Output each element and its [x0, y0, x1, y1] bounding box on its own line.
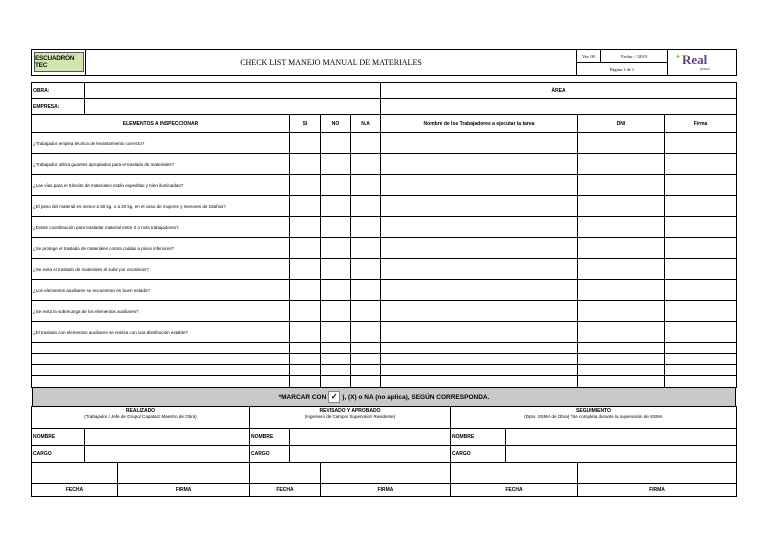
- form-title: CHECK LIST MANEJO MANUAL DE MATERIALES: [240, 58, 422, 67]
- version-label: Ver. 00: [582, 53, 595, 59]
- realizado-nombre-label: NOMBRE: [33, 434, 56, 440]
- col-elementos: ELEMENTOS A INSPECCIONAR: [122, 120, 199, 127]
- revisado-header: [250, 408, 450, 428]
- col-si: SI: [302, 120, 308, 127]
- col-na: N.A: [361, 120, 370, 127]
- checkmark-icon: ✓: [328, 391, 340, 403]
- col-firma: Firma: [693, 120, 708, 127]
- revisado-cargo-label: CARGO: [251, 451, 270, 457]
- note-text-after: ), (X) o NA (no aplica), SEGÚN CORRESPONDA.: [342, 393, 490, 401]
- seguimiento-nombre-label: NOMBRE: [452, 434, 475, 440]
- real-plaza-logo-text: Real: [682, 52, 708, 67]
- revisado-title: REVISADO Y APROBADO: [319, 408, 381, 414]
- checklist-item: ¿Se protege el traslado de materiales contra caídas a pisos inferiores?: [33, 245, 175, 251]
- checklist-item: ¿Las vías para el tránsito de materiales están expeditas y bien iluminadas?: [33, 182, 184, 188]
- page-label: Página 1 de 1: [609, 66, 635, 72]
- realizado-title: REALIZADO: [125, 408, 156, 414]
- col-no: NO: [331, 120, 340, 127]
- checklist-item: ¿El peso del material es menor a 50 kg. o a 20 kg. en el caso de mujeres y menores de 18años?: [33, 203, 226, 209]
- checklist-item: ¿El traslado con elementos auxiliares se realiza con una distribución estable?: [33, 329, 188, 335]
- revisado-fecha-label: FECHA: [276, 487, 294, 493]
- note-text-before: *MARCAR CON: [278, 393, 327, 401]
- seguimiento-header: [451, 408, 736, 428]
- seguimiento-fecha-label: FECHA: [505, 487, 523, 493]
- marking-note: [32, 388, 736, 406]
- real-plaza-logo-sub: plaza: [700, 66, 710, 71]
- checklist-item: ¿Los elementos auxiliares se encuentran en buen estado?: [33, 287, 150, 293]
- empresa-label: EMPRESA:: [33, 103, 60, 110]
- realizado-cargo-label: CARGO: [33, 451, 52, 457]
- revisado-nombre-label: NOMBRE: [251, 434, 274, 440]
- realizado-sub: (Trabajador / Jefe de Grupo/ Capataz/ Maestro de Obra): [84, 414, 197, 419]
- obra-field[interactable]: [85, 83, 380, 98]
- checklist-item: ¿Trabajador emplea técnica de levantamiento correcto?: [33, 140, 145, 146]
- checklist-item: ¿Se evita la sobrecarga de los elementos auxiliares?: [33, 308, 139, 314]
- realizado-header: [32, 408, 249, 428]
- col-trabajadores: Nombre de los Trabajadores a ejecutar la tarea: [423, 120, 535, 127]
- obra-label: OBRA:: [33, 87, 50, 94]
- revisado-sub: (Ingeniero de Campo/ Supervisor/ Residente): [304, 414, 396, 419]
- real-plaza-logo: [672, 51, 732, 75]
- seguimiento-cargo-label: CARGO: [452, 451, 471, 457]
- checklist-item: ¿Existe coordinación para trasladar material entre 2 o más trabajadores?: [33, 224, 179, 230]
- crown-icon: ✦: [675, 54, 681, 61]
- company-logo: [34, 52, 84, 72]
- empresa-field[interactable]: [85, 99, 380, 114]
- area-label: ÁREA: [551, 87, 566, 94]
- checklist-item: ¿Se evita el traslado de materiales al subir por escaleras?: [33, 266, 149, 272]
- realizado-firma-label: FIRMA: [175, 487, 192, 493]
- checklist-item: ¿Trabajador utiliza guantes apropiados para el traslado de materiales?: [33, 161, 174, 167]
- revisado-firma-label: FIRMA: [377, 487, 394, 493]
- date-label: Fecha: / /2019: [621, 53, 647, 59]
- seguimiento-sub: (Dpto. SSMA de Obra) *Se completa durante la supervisión de SSMA: [524, 414, 663, 419]
- realizado-fecha-label: FECHA: [65, 487, 84, 493]
- seguimiento-title: SEGUIMIENTO: [576, 408, 611, 414]
- col-dni: DNI: [616, 120, 626, 127]
- seguimiento-firma-label: FIRMA: [649, 487, 665, 493]
- company-logo-text: ESCUADRÓN TEC: [35, 55, 75, 69]
